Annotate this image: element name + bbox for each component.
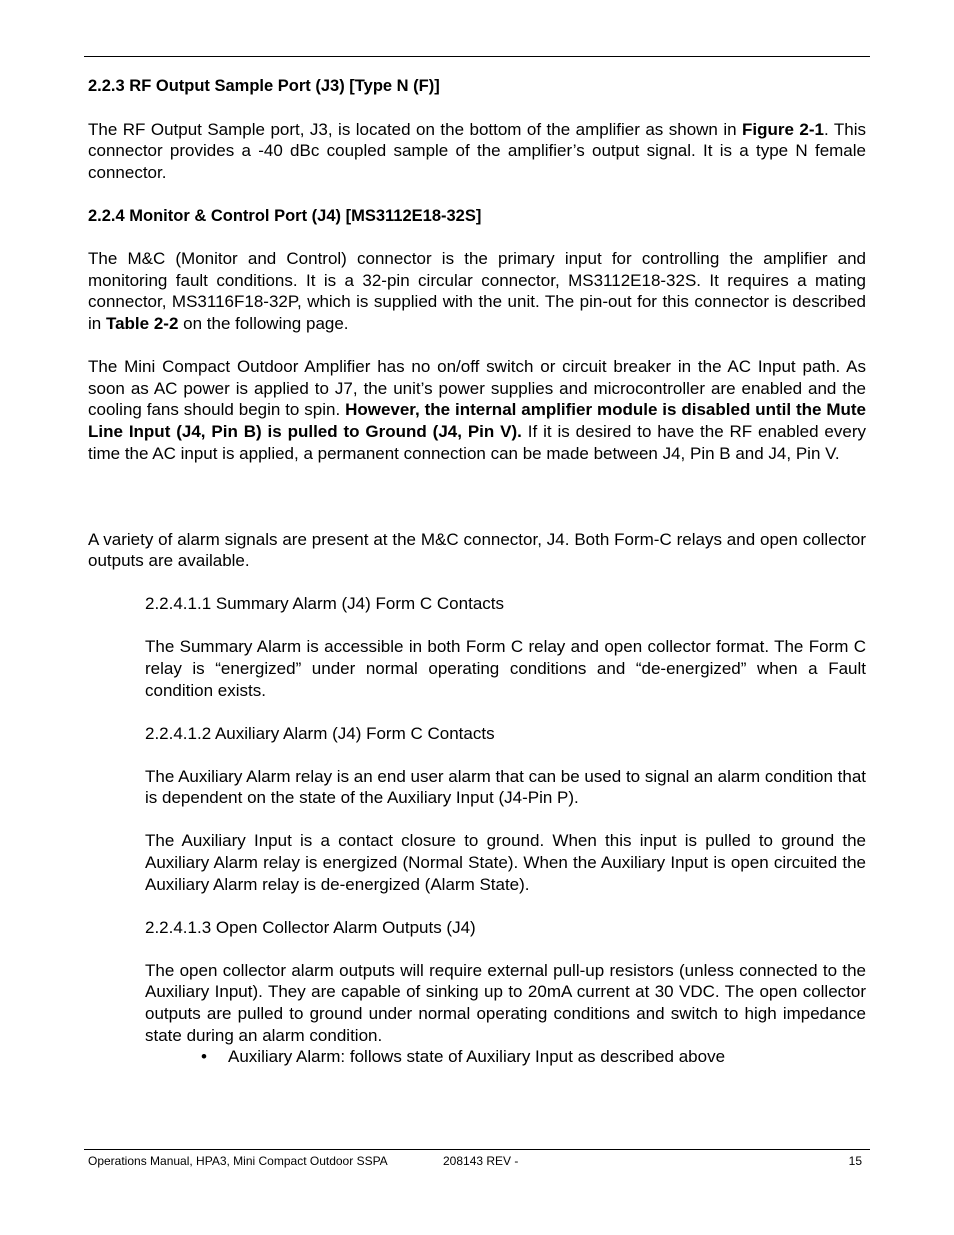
paragraph-auxiliary-alarm: The Auxiliary Alarm relay is an end user alarm that can be used to signal an alarm condition that is dependent on the state of the Auxiliary Input (J4-Pin P). — [145, 766, 866, 808]
text-run: If it is desired to have the RF enabled every time the AC input is applied, a permanent connection can be made between J4, Pin B and J4, Pin V. — [88, 421, 867, 463]
bullet-list — [228, 1046, 866, 1068]
text-run: on the following page. — [178, 314, 349, 334]
paragraph-summary-alarm: The Summary Alarm is accessible in both Form C relay and open collector format. The Form C relay is “energized” under normal operating conditions and “de-energized” when a Fault condition exists. — [145, 637, 866, 700]
subsection-heading-summary-alarm: 2.2.4.1.1 Summary Alarm (J4) Form C Contacts — [145, 594, 504, 614]
text-run: The Mini Compact Outdoor Amplifier has no on/off switch or circuit breaker in the AC Input path. As soon as AC power is applied to J7, the unit’s power supplies and microcontroller are enabled and the cooling fans should begin to spin. — [88, 357, 866, 420]
table-reference: Table 2-2 — [105, 314, 179, 334]
section-heading-2-2-3: 2.2.3 RF Output Sample Port (J3) [Type N (F)] — [88, 77, 440, 95]
footer-revision: 208143 REV - — [443, 1154, 519, 1168]
paragraph-ac-power — [88, 356, 866, 464]
paragraph-auxiliary-input: The Auxiliary Input is a contact closure to ground. When this input is pulled to ground the Auxiliary Alarm relay is energized (Normal State). When the Auxiliary Input is open circuited the Auxiliary Alarm relay is de-energized (Alarm State). — [145, 831, 866, 894]
paragraph-alarm-signals: A variety of alarm signals are present at the M&C connector, J4. Both Form-C relays and open collector outputs are available. — [88, 529, 866, 571]
subsection-heading-open-collector: 2.2.4.1.3 Open Collector Alarm Outputs (J4) — [145, 917, 476, 937]
subsection-block — [145, 593, 866, 1046]
warning-text: However, the internal amplifier module is disabled until the Mute Line Input (J4, Pin B) is pulled to Ground (J4, Pin V). — [88, 400, 866, 441]
paragraph-mc-connector — [88, 248, 866, 334]
paragraph-rf-output — [88, 119, 866, 184]
figure-reference: Figure 2-1 — [742, 119, 824, 139]
text-run: . This connector provides a -40 dBc coupled sample of the amplifier’s output signal. It is a type N female connector. — [88, 119, 866, 182]
footer-document-title: Operations Manual, HPA3, Mini Compact Outdoor SSPA — [88, 1154, 388, 1168]
subsection-heading-auxiliary-alarm: 2.2.4.1.2 Auxiliary Alarm (J4) Form C Contacts — [145, 723, 495, 743]
page-number: 15 — [848, 1154, 862, 1168]
header-rule — [84, 56, 870, 57]
page-body — [88, 75, 866, 1068]
footer-rule — [84, 1149, 870, 1150]
section-heading-2-2-4: 2.2.4 Monitor & Control Port (J4) [MS3112E18-32S] — [88, 206, 482, 225]
text-run: The M&C (Monitor and Control) connector is the primary input for controlling the amplifier and monitoring fault conditions. It is a 32-pin circular connector, MS3112E18-32S. It requires a mating connector, MS3116F18-32P, which is supplied with the unit. The pin-out for this connector is described in — [88, 249, 866, 334]
paragraph-open-collector: The open collector alarm outputs will require external pull-up resistors (unless connected to the Auxiliary Input). They are capable of sinking up to 20mA current at 30 VDC. The open collector outputs are pulled to ground under normal operating conditions and switch to high impedance state during an alarm condition. — [145, 960, 866, 1045]
list-item: • Auxiliary Alarm: follows state of Auxiliary Input as described above — [228, 1046, 866, 1068]
text-run: The RF Output Sample port, J3, is located on the bottom of the amplifier as shown in — [88, 119, 743, 139]
